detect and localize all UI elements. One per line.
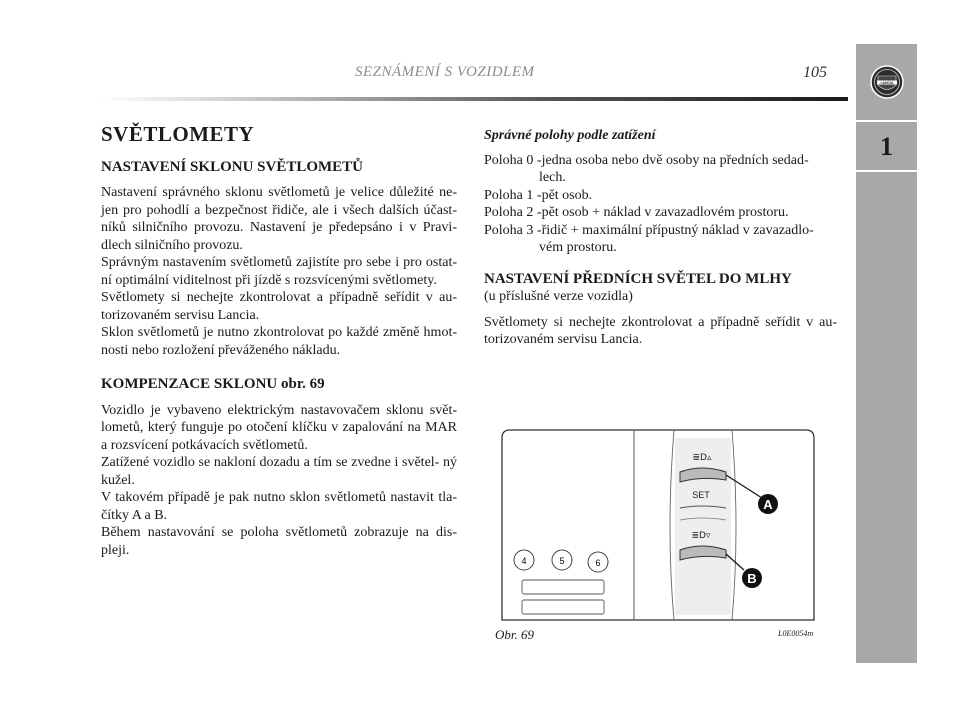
page-title: SVĚTLOMETY [101, 122, 255, 146]
position-continuation: lech. [539, 170, 566, 185]
section-heading: KOMPENZACE SKLONU obr. 69 [101, 376, 325, 392]
section-note: (u příslušné verze vozidla) [484, 289, 633, 304]
knob-label: 4 [521, 556, 527, 566]
right-column [484, 127, 837, 349]
paragraph: Správným nastavením světlometů zajistíte pro sebe i pro ostat- ní optimální viditelnost při jízdě s rozsvícenými světlomety. [101, 255, 457, 288]
position-item [484, 204, 837, 222]
callout-a-label: A [763, 497, 773, 512]
lancia-logo-icon [869, 64, 905, 100]
paragraph: Vozidlo je vybaveno elektrickým nastavovačem sklonu svět- lometů, který funguje po otočení klíčku v zapalování na MAR a rozsvícení potkávacích světlometů. [101, 402, 457, 453]
set-label: SET [692, 490, 710, 500]
headlight-up-icon: ≣D▵ [692, 453, 712, 463]
section-heading: NASTAVENÍ PŘEDNÍCH SVĚTEL DO MLHY [484, 270, 792, 287]
figure-code: L0E0054m [778, 629, 814, 638]
position-item [484, 187, 837, 205]
logo-text: LANCIA [880, 80, 894, 85]
position-text: pět osob + náklad v zavazadlovém prostoru. [541, 205, 789, 220]
knob-label: 6 [595, 558, 601, 568]
position-key: Poloha 1 - [484, 187, 542, 203]
left-column [101, 122, 457, 559]
figure-headlight-controls [494, 420, 819, 640]
headlight-down-icon: ≣D▿ [691, 531, 711, 541]
position-continuation: vém prostoru. [539, 240, 617, 255]
paragraph: Světlomety si nechejte zkontrolovat a případně seřídit v au- torizovaném servisu Lancia. [484, 314, 837, 347]
knob-label: 5 [559, 556, 565, 566]
callout-b-label: B [747, 571, 757, 586]
paragraph: Nastavení správného sklonu světlometů je velice důležité ne- jen pro pohodlí a bezpečnost řidiče, ale i všech dalších účast- níků silničního provozu. Nastavení je předepsáno i v Pravi- dlech silničního provozu. [101, 185, 457, 253]
position-key: Poloha 2 - [484, 205, 542, 220]
position-text: jedna osoba nebo dvě osoby na předních sedad- [541, 152, 809, 168]
position-item [484, 222, 837, 240]
paragraph: Zatížené vozidlo se nakloní dozadu a tím se zvedne i světel- ný kužel. [101, 455, 457, 488]
header-title: SEZNÁMENÍ S VOZIDLEM [355, 64, 535, 80]
tab-divider [856, 120, 917, 122]
page-number: 105 [803, 64, 827, 81]
chapter-number: 1 [880, 132, 893, 161]
paragraph: Sklon světlometů je nutno zkontrolovat po každé změně hmot- nosti nebo rozložení převáženého nákladu. [101, 325, 457, 358]
position-key: Poloha 3 - [484, 222, 542, 238]
position-item [484, 152, 837, 170]
paragraph: V takovém případě je pak nutno sklon světlometů nastavit tla- čítky A a B. [101, 490, 457, 523]
position-text: řidič + maximální přípustný náklad v zavazadlo- [541, 222, 814, 238]
slot [522, 600, 604, 614]
section-heading: NASTAVENÍ SKLONU SVĚTLOMETŮ [101, 158, 364, 175]
paragraph: Světlomety si nechejte zkontrolovat a případně seřídit v au- torizovaném servisu Lancia. [101, 290, 457, 323]
paragraph: Během nastavování se poloha světlometů zobrazuje na dis- pleji. [101, 525, 457, 558]
slot [522, 580, 604, 594]
header-rule [100, 97, 848, 101]
tab-divider [856, 170, 917, 172]
figure-label: Obr. 69 [495, 627, 535, 642]
subheading: Správné polohy podle zatížení [484, 128, 656, 143]
position-key: Poloha 0 - [484, 152, 542, 168]
position-text: pět osob. [541, 187, 593, 203]
